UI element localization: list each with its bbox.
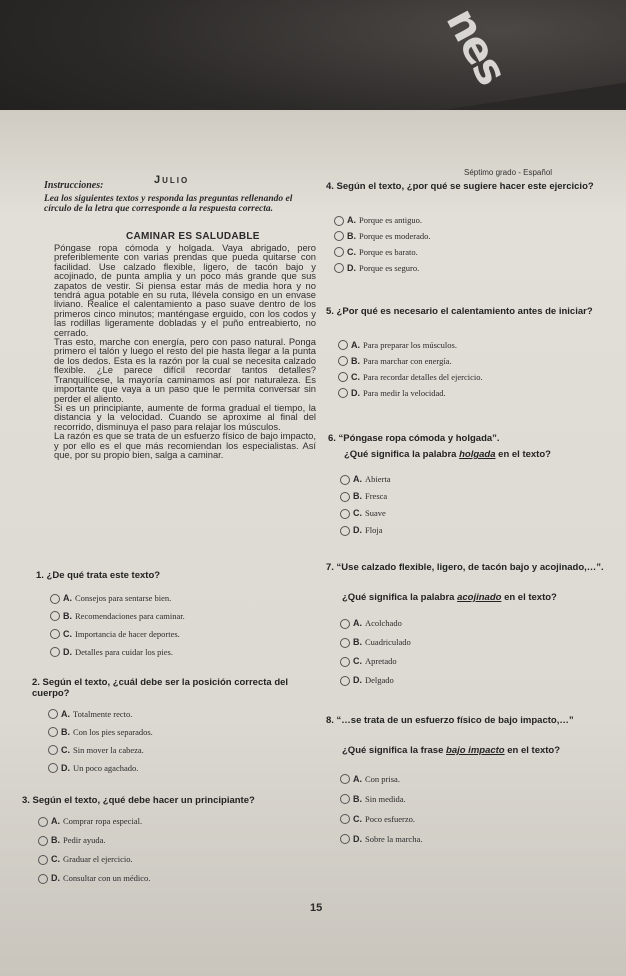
radio-circle[interactable] <box>334 247 344 257</box>
story-paragraph: La razón es que se trata de un esfuerzo físico de bajo impacto, y por ello es el que más recomiendan los especialistas. Así que, por su propio bien, salga a caminar. <box>54 430 316 460</box>
instructions-text: Lea los siguientes textos y responda las preguntas rellenando el círculo de la letra que corresponde a la respuesta correcta. <box>44 194 293 214</box>
radio-circle[interactable] <box>38 836 48 846</box>
instructions-heading: Instrucciones: <box>44 180 104 191</box>
question-3: 3. Según el texto, ¿qué debe hacer un principiante? <box>22 795 255 806</box>
radio-circle[interactable] <box>340 509 350 519</box>
option-a[interactable]: A. Abierta <box>340 471 391 488</box>
story-paragraph: Si es un principiante, aumente de forma gradual el tiempo, la distancia y la velocidad. Cuando se aproxime al final del recorrido, disminuya el paso para relajar los músculos. <box>54 401 316 432</box>
story-text <box>54 243 316 459</box>
radio-circle[interactable] <box>340 814 350 824</box>
question-4: 4. Según el texto, ¿por qué se sugiere hacer este ejercicio? <box>326 181 594 192</box>
story-paragraph: Tras esto, marche con energía, pero con paso natural. Ponga primero el talón y luego el resto del pie hasta llegar a la punta de los dedos. Esta es la razón por la cual se necesita calzado flexible. ¿Le parece difícil recordar tantos detalles? Tranquilícese, la mayoría caminamos así por naturaleza. Es importante que vaya a un paso que le permita conversar sin perder el aliento. <box>54 336 316 404</box>
option-b[interactable]: B. Porque es moderado. <box>334 228 431 244</box>
question-8: 8. “…se trata de un esfuerzo físico de bajo impacto,…” <box>326 715 574 726</box>
radio-circle[interactable] <box>50 594 60 604</box>
option-d[interactable]: D. Un poco agachado. <box>48 759 153 777</box>
question-3-options <box>38 812 150 888</box>
question-8-options <box>340 769 422 849</box>
option-a[interactable]: A. Porque es antiguo. <box>334 213 431 228</box>
option-c[interactable]: C. Apretado <box>340 652 411 671</box>
question-5: 5. ¿Por qué es necesario el calentamiento antes de iniciar? <box>326 306 593 317</box>
option-a[interactable]: A. Con prisa. <box>340 769 422 789</box>
radio-circle[interactable] <box>48 709 58 719</box>
radio-circle[interactable] <box>338 388 348 398</box>
radio-circle[interactable] <box>338 372 348 382</box>
radio-circle[interactable] <box>340 619 350 629</box>
option-c[interactable]: C. Para recordar detalles del ejercicio. <box>338 369 483 385</box>
option-d[interactable]: D. Consultar con un médico. <box>38 869 150 888</box>
option-c[interactable]: C. Porque es barato. <box>334 244 431 260</box>
option-c[interactable]: C. Sin mover la cabeza. <box>48 741 153 759</box>
question-1-options <box>50 590 185 661</box>
radio-circle[interactable] <box>340 657 350 667</box>
option-d[interactable]: D. Floja <box>340 522 391 539</box>
radio-circle[interactable] <box>38 817 48 827</box>
option-a[interactable]: A. Consejos para sentarse bien. <box>50 590 185 607</box>
radio-circle[interactable] <box>340 676 350 686</box>
radio-circle[interactable] <box>340 834 350 844</box>
radio-circle[interactable] <box>50 629 60 639</box>
radio-circle[interactable] <box>38 855 48 865</box>
radio-circle[interactable] <box>50 611 60 621</box>
question-6-prompt: ¿Qué significa la palabra holgada en el texto? <box>344 449 551 460</box>
question-7: 7. “Use calzado flexible, ligero, de tacón bajo y acojinado,…”. <box>326 562 604 573</box>
question-6: 6. “Póngase ropa cómoda y holgada”. <box>328 433 500 444</box>
question-6-options <box>340 471 391 539</box>
month-title: Julio <box>154 174 190 186</box>
radio-circle[interactable] <box>340 526 350 536</box>
question-7-options <box>340 614 411 690</box>
option-b[interactable]: B. Recomendaciones para caminar. <box>50 607 185 625</box>
radio-circle[interactable] <box>340 475 350 485</box>
radio-circle[interactable] <box>48 763 58 773</box>
question-4-options <box>334 213 431 276</box>
radio-circle[interactable] <box>340 794 350 804</box>
option-b[interactable]: B. Sin medida. <box>340 789 422 809</box>
option-a[interactable]: A. Acolchado <box>340 614 411 633</box>
radio-circle[interactable] <box>338 340 348 350</box>
page-number: 15 <box>310 902 323 914</box>
question-8-prompt: ¿Qué significa la frase bajo impacto en el texto? <box>342 745 561 756</box>
option-a[interactable]: A. Comprar ropa especial. <box>38 812 150 831</box>
radio-circle[interactable] <box>48 727 58 737</box>
radio-circle[interactable] <box>334 216 344 226</box>
radio-circle[interactable] <box>48 745 58 755</box>
option-b[interactable]: B. Pedir ayuda. <box>38 831 150 850</box>
option-d[interactable]: D. Porque es seguro. <box>334 260 431 276</box>
radio-circle[interactable] <box>340 638 350 648</box>
story-paragraph: Póngase ropa cómoda y holgada. Vaya abrigado, pero preferiblemente con varias prendas que pueda quitarse con facilidad. Use calzado flexible, ligero, de tacón bajo y acojinado, de punta amplia y un poco más grande que sus zapatos de vestir. Si piensa estar más de media hora y no tendrá agua potable en su ruta, llévela consigo en un envase liviano. Realice el calentamiento a paso suave dentro de los primeros cinco minutos; manténgase erguido, con los codos y las rodillas ligeramente dobladas y el puño entreabierto, no cerrado. <box>54 242 316 338</box>
option-d[interactable]: D. Delgado <box>340 671 411 690</box>
corner-logo: nes <box>436 0 517 92</box>
radio-circle[interactable] <box>338 356 348 366</box>
option-a[interactable]: A. Para preparar los músculos. <box>338 337 483 353</box>
option-c[interactable]: C. Poco esfuerzo. <box>340 809 422 829</box>
radio-circle[interactable] <box>340 492 350 502</box>
option-b[interactable]: B. Con los pies separados. <box>48 723 153 741</box>
question-2: 2. Según el texto, ¿cuál debe ser la posición correcta del cuerpo? <box>32 677 289 699</box>
option-d[interactable]: D. Para medir la velocidad. <box>338 385 483 401</box>
radio-circle[interactable] <box>340 774 350 784</box>
question-2-options <box>48 705 153 777</box>
radio-circle[interactable] <box>38 874 48 884</box>
option-c[interactable]: C. Graduar el ejercicio. <box>38 850 150 869</box>
option-b[interactable]: B. Cuadriculado <box>340 633 411 652</box>
option-a[interactable]: A. Totalmente recto. <box>48 705 153 723</box>
radio-circle[interactable] <box>334 263 344 273</box>
question-7-prompt: ¿Qué significa la palabra acojinado en el texto? <box>342 592 557 603</box>
option-d[interactable]: D. Detalles para cuidar los pies. <box>50 643 185 661</box>
story-title: CAMINAR ES SALUDABLE <box>126 231 260 242</box>
question-5-options <box>338 337 483 401</box>
option-b[interactable]: B. Para marchar con energía. <box>338 353 483 369</box>
option-d[interactable]: D. Sobre la marcha. <box>340 829 422 849</box>
option-c[interactable]: C. Importancia de hacer deportes. <box>50 625 185 643</box>
radio-circle[interactable] <box>50 647 60 657</box>
grade-label: Séptimo grado - Español <box>464 168 553 177</box>
option-b[interactable]: B. Fresca <box>340 488 391 505</box>
option-c[interactable]: C. Suave <box>340 505 391 522</box>
radio-circle[interactable] <box>334 231 344 241</box>
question-1: 1. ¿De qué trata este texto? <box>36 570 161 581</box>
